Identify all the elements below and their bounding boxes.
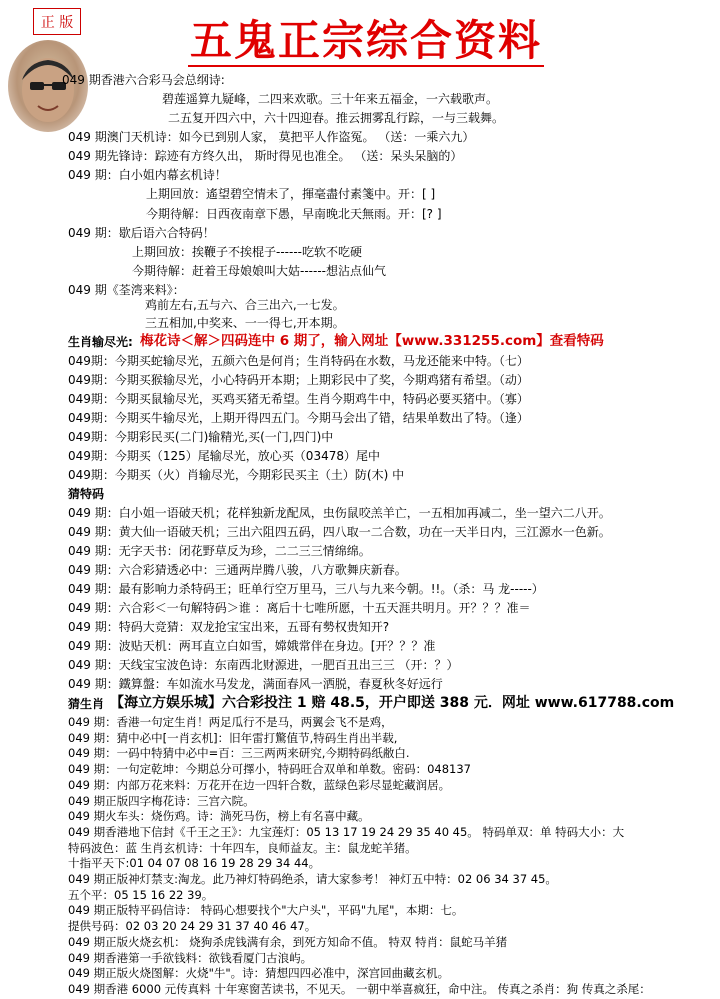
text-line: 049 期先锋诗：踪迹有方终久出， 斯时得见也准全。 （送：呆头呆脑的） — [68, 149, 463, 163]
text-line: 049 期正版神灯禁支:淘龙。此乃神灯特码绝杀，请大家参考！ 神灯五中特：02 06 34 37 45。 — [68, 872, 557, 886]
text-line: 049 期：一码中特猜中必中=百：三三两两来研究,今期特码纸敝白. — [68, 746, 410, 760]
text-line: 今期待解：日西夜南章下愚，早南晚北天無雨。开：[? ] — [146, 207, 442, 221]
text-line: 上期回放：遙望碧空情未了，揮毫盡付素箋中。开：[ ] — [146, 187, 436, 201]
text-line: 049 期：歇后语六合特码！ — [68, 226, 215, 240]
text-line: 今期待解：赶着王母娘娘叫大姑------想沾点仙气 — [132, 264, 386, 278]
text-line: 049期：今期买蛇输尽光，五颜六色是何肖；生肖特码在水数，马龙还能来中特。（七） — [68, 354, 529, 368]
text-line: 049 期：白小姐一语破天机；花样独新龙配凤，虫伤鼠咬羔羊亡，一五相加再减二，坐一望六二八开。 — [68, 506, 611, 520]
text-line: 049 期火车头：烧伤鸡。诗：淌死马伤，榜上有名喜中藏。 — [68, 809, 370, 823]
text-line: 049 期：无字天书：闭花野草反为珍，二二三三情绵绵。 — [68, 544, 371, 558]
text-line: 049 期：猜中必中[一肖玄机]：旧年雷打驚值节,特码生肖出半载, — [68, 731, 398, 745]
text-line: 049 期正版火烧玄机： 烧狗杀虎钱满有余，到死方知命不值。 特双 特肖：鼠蛇马羊猪 — [68, 935, 508, 949]
text-line: 049 期：六合彩＜一句解特码＞谁 ：离后十七唯所愿，十五天涯共明月。开？？？准＝ — [68, 601, 531, 615]
page-title: 五鬼正宗综合资料 — [190, 16, 543, 65]
text-line: 049期：今期彩民买(二门)输精光,买(一门,四门)中 — [68, 430, 334, 444]
section-label: 猜生肖 — [68, 697, 105, 711]
text-line: 049 期：香港一句定生肖！两足瓜行不是马，两翼会飞不是鸡， — [68, 715, 393, 729]
section-label: 生肖输尽光: — [68, 335, 133, 349]
text-line: 049 期：特码大竞猜：双龙抢宝宝出来，五哥有勢权贵知开? — [68, 620, 390, 634]
text-line: 049 期：鐵算盤：车如流水马发龙，满面春风一洒脱，春夏秋冬好远行 — [68, 677, 443, 691]
text-line: 049 期：白小姐内幕玄机诗！ — [68, 168, 227, 182]
text-line: 三五相加,中奖来、一一得七,开本期。 — [145, 316, 345, 330]
text-line: 049 期香港六合彩马会总纲诗: — [62, 73, 225, 87]
text-line: 049 期正版火烧图解：火烧"牛"。诗：猜想四四必准中，深宫回曲藏玄机。 — [68, 966, 450, 980]
text-line: 五个平：05 15 16 22 39。 — [68, 888, 214, 902]
text-line: 049 期澳门天机诗：如今已到别人家， 莫把平人作盗冤。 （送：一乘六九） — [68, 130, 475, 144]
ad-banner-plum-poem[interactable]: 梅花诗＜解＞四码连中 6 期了，输入网址【www.331255.com】查看特码 — [140, 333, 604, 349]
edition-badge: 正 版 — [33, 8, 81, 35]
text-line: 049 期：六合彩猜透必中：三通两岸腾八骏，八方歌舞庆新春。 — [68, 563, 407, 577]
text-line: 049 期香港 6000 元传真料 十年寒窗苦读书，不见天。 一朝中举喜疯狂，命中注。 传真之杀肖：狗 传真之杀尾： — [68, 982, 651, 996]
text-line: 049 期：天线宝宝波色诗：东南西北财源进，一肥百丑出三三 （开：？） — [68, 658, 459, 672]
text-line: 049期：今期买鼠输尽光，买鸡买猪无希望。生肖今期鸡牛中，特码必要买猪中。（寡） — [68, 392, 529, 406]
text-line: 049期：今期买（火）肖输尽光，今期彩民买主（土）防(木) 中 — [68, 468, 405, 482]
text-line: 049期：今期买猴输尽光，小心特码开本期；上期彩民中了奖，今期鸡猪有希望。（动） — [68, 373, 529, 387]
text-line: 049 期：一句定乾坤：今期总分可擇小，特码旺合双单和单数。密码：048137 — [68, 762, 472, 776]
text-line: 049期：今期买牛输尽光，上期开得四五门。今期马会出了错，结果单数出了特。（逢） — [68, 411, 529, 425]
text-line: 049 期香港地下信封《千王之王》：九宝莲灯：05 13 17 19 24 29 35 40 45。 特码单双：单 特码大小：大 — [68, 825, 625, 839]
text-line: 049 期正版四字梅花诗：三宫六院。 — [68, 794, 255, 808]
text-line: 049期：今期买（125）尾输尽光，放心买（03478）尾中 — [68, 449, 380, 463]
text-line: 二五复开四六中，六十四迎春。推云拥雾乱行踪，一与三载舞。 — [168, 111, 505, 125]
text-line: 十指平天下:01 04 07 08 16 19 28 29 34 44。 — [68, 856, 321, 870]
text-line: 049 期：波贴天机：两耳直立白如雪，嫦娥常伴在身边。[开？？？准 — [68, 639, 436, 653]
text-line: 049 期正版特平码信诗： 特码心想要找个"大户头"，平码"九尾"，本期：七。 — [68, 903, 464, 917]
section-label: 猜特码 — [68, 487, 105, 501]
text-line: 049 期香港第一手欲钱料：欲钱看厦门古浪屿。 — [68, 951, 313, 965]
text-line: 049 期：黄大仙一语破天机；三出六阻四五码，四八取一二合数，功在一天半日内，三江源水一色新。 — [68, 525, 611, 539]
text-line: 上期回放：挨鞭子不挨棍子------吃软不吃硬 — [132, 245, 362, 259]
text-line: 049 期：最有影响力杀特码王；旺单行空万里马，三八与九来今朝。!!。（杀：马 龙-----） — [68, 582, 544, 596]
text-line: 碧莲遥算九疑峰，二四来欢歌。三十年来五福金，一六载歌声。 — [162, 92, 499, 106]
text-line: 提供号码：02 03 20 24 29 31 37 40 46 47。 — [68, 919, 317, 933]
text-line: 049 期：内部万花来料：万花开在边一四轩合数，蓝绿色彩尽显蛇藏润居。 — [68, 778, 451, 792]
ad-banner-casino[interactable]: 【海立方娱乐城】六合彩投注 1 赔 48.5，开户即送 388 元．网址 www.617788.com — [110, 695, 675, 711]
text-line: 鸡前左右,五与六、合三出六,一七发。 — [145, 298, 345, 312]
text-line: 049 期《荃湾来料》： — [68, 283, 185, 297]
text-line: 特码波色：蓝 生肖玄机诗：十年四车，良师益友。主：鼠龙蛇羊猪。 — [68, 841, 417, 855]
